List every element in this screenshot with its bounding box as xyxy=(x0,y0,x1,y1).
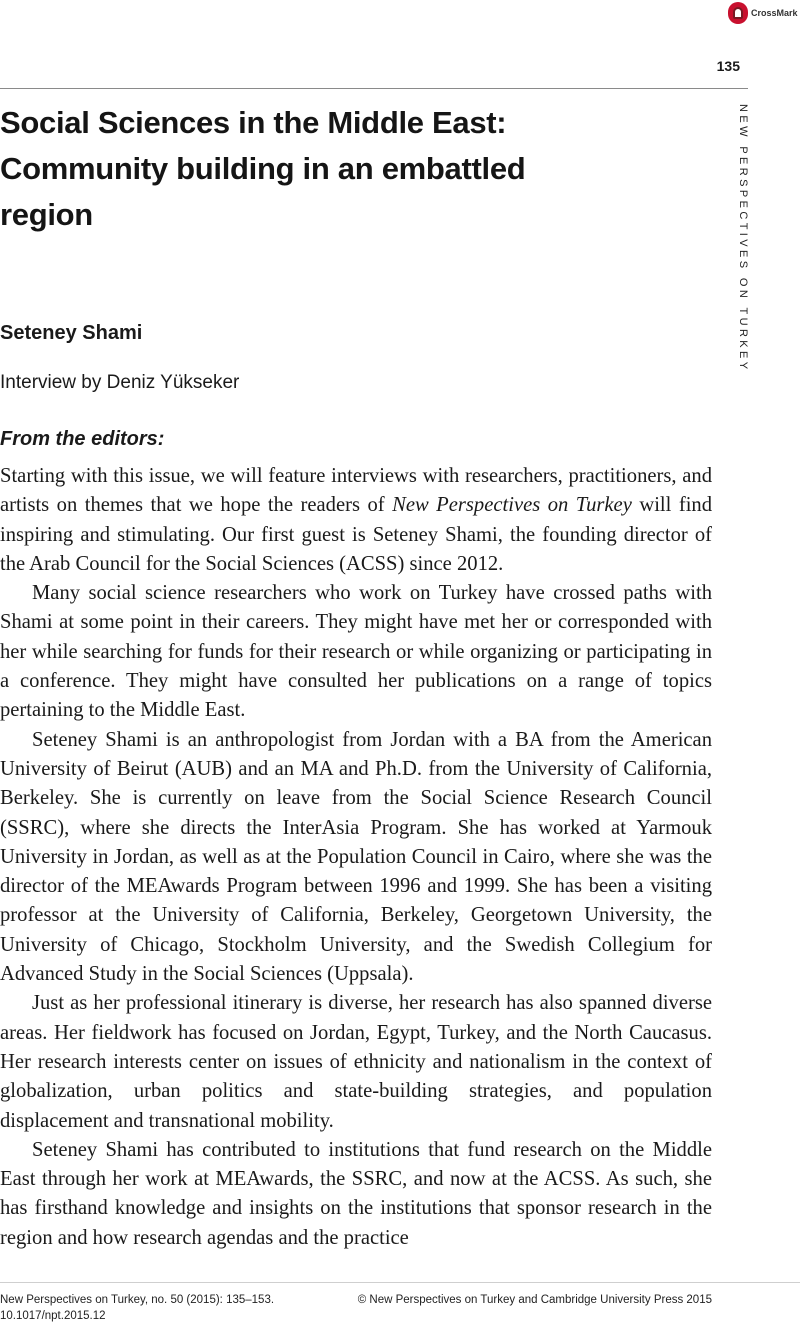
paragraph-5: Seteney Shami has contributed to institutions that fund research on the Middle East through her work at MEAwards, the SSRC, and now at the ACSS. As such, she has firsthand knowledge and insights on the institutions that sponsor research in the region and how research agendas and the practice xyxy=(0,1138,712,1249)
journal-name-vertical: NEW PERSPECTIVES ON TURKEY xyxy=(737,104,749,373)
article-author: Seteney Shami xyxy=(0,322,143,344)
crossmark-icon xyxy=(728,2,748,24)
article-title: Social Sciences in the Middle East: Community building in an embattled region xyxy=(0,105,526,232)
copyright-notice: © New Perspectives on Turkey and Cambridge University Press 2015 xyxy=(357,1294,712,1306)
journal-title-italic: New Perspectives on Turkey xyxy=(392,494,632,517)
paragraph-4: Just as her professional itinerary is diverse, her research has also spanned diverse areas. Her fieldwork has focused on Jordan, Egypt, Turkey, and the North Caucasus. Her research interests center on issues of ethnicity and nationalism in the context of globalization, urban politics and state-building strategies, and population displacement and transnational mobility. xyxy=(0,992,712,1132)
paragraph-1 xyxy=(0,462,712,579)
citation: New Perspectives on Turkey, no. 50 (2015): 135–153. xyxy=(0,1294,275,1306)
header-rule xyxy=(0,88,748,89)
paragraph-1-text-a: Starting with this issue, we will feature interviews with researchers, practitioners, and artists on themes that we hope the readers of xyxy=(0,465,712,517)
paragraph-2: Many social science researchers who work on Turkey have crossed paths with Shami at some point in their careers. They might have met her or corresponded with her while searching for funds for their research or while organizing or participating in a conference. They might have consulted her publications on a range of topics pertaining to the Middle East. xyxy=(0,582,712,722)
doi-link[interactable]: 10.1017/npt.2015.12 xyxy=(0,1310,106,1322)
paragraph-1-text-b: will find inspiring and stimulating. Our first guest is Seteney Shami, the founding director of the Arab Council for the Social Sciences (ACSS) since 2012. xyxy=(0,494,713,575)
interviewer-credit: Interview by Deniz Yükseker xyxy=(0,372,240,393)
section-heading: From the editors: xyxy=(0,428,165,450)
crossmark-label: CrossMark xyxy=(751,8,798,18)
page-number: 135 xyxy=(716,58,740,74)
crossmark-badge[interactable] xyxy=(728,0,800,26)
article-body xyxy=(0,462,712,1253)
footer-rule xyxy=(0,1282,800,1283)
page-footer xyxy=(0,1292,712,1324)
paragraph-3: Seteney Shami is an anthropologist from Jordan with a BA from the American University of Beirut (AUB) and an MA and Ph.D. from the University of California, Berkeley. She is currently on leave from the Social Science Research Council (SSRC), where she directs the InterAsia Program. She has worked at Yarmouk University in Jordan, as well as at the Population Council in Cairo, where she was the director of the MEAwards Program between 1996 and 1999. She has been a visiting professor at the University of California, Berkeley, Georgetown University, the University of Chicago, Stockholm University, and the Swedish Collegium for Advanced Study in the Social Sciences (Uppsala). xyxy=(0,728,712,986)
